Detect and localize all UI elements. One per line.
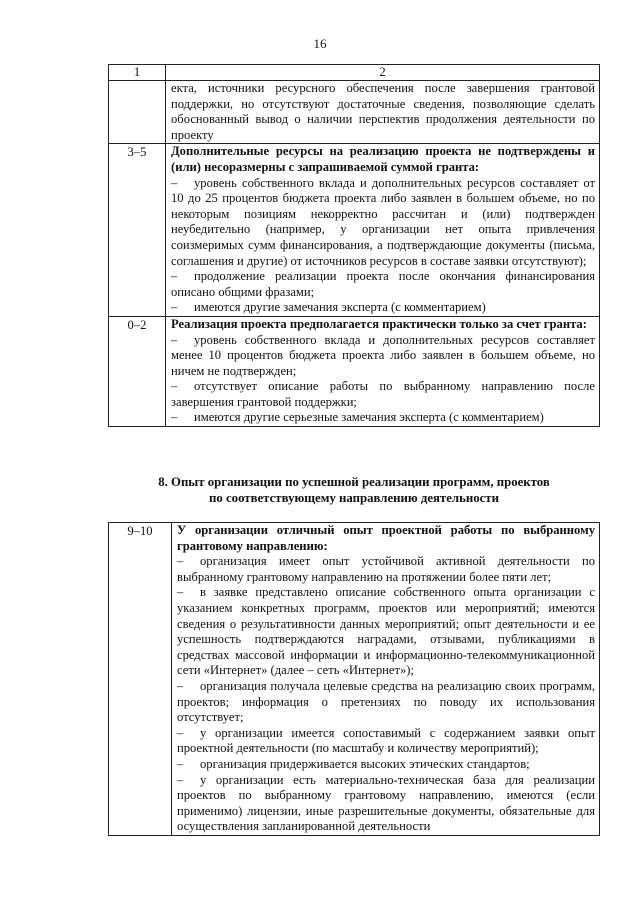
column-header-score: 1 bbox=[109, 65, 166, 81]
score-cell: 0–2 bbox=[109, 316, 166, 426]
item-text: организация имеет опыт устойчивой активной деятельности по выбранному грантовому направлению на протяжении более пяти лет; bbox=[177, 554, 595, 584]
criterion-bullet-item bbox=[171, 176, 595, 270]
criterion-bullet-item bbox=[177, 757, 595, 773]
page-number: 16 bbox=[313, 36, 327, 51]
column-header-description: 2 bbox=[166, 65, 600, 81]
criterion-bullet-item bbox=[171, 410, 595, 426]
table-header-row bbox=[109, 65, 600, 81]
criterion-heading: Дополнительные ресурсы на реализацию проекта не подтверждены и (или) несоразмерны с запрашиваемой суммой гранта: bbox=[171, 144, 595, 174]
item-text: у организации есть материально-техническая база для реализации проектов по выбранному грантовому направлению, имеются (если применимо) лицензии, иные разрешительные документы, обязательные для осуществления запланированной деятельности bbox=[177, 772, 595, 834]
description-cell bbox=[172, 523, 600, 836]
item-text: организация придерживается высоких этических стандартов; bbox=[200, 756, 530, 771]
item-text: отсутствует описание работы по выбранному направлению после завершения грантовой поддержки; bbox=[171, 379, 595, 409]
description-cell bbox=[166, 81, 600, 144]
dash-bullet-icon: – bbox=[177, 554, 184, 569]
item-text: уровень собственного вклада и дополнительных ресурсов составляет от 10 до 25 процентов бюджета проекта либо заявлен в большем объеме, но по некоторым позициям некорректно рассчитан и (или) подтвержден неубедительно (например, у организации нет опыта привлечения соизмеримых сумм финансирования, а подтверждающие документы (письма, соглашения и другие) от источников ресурсов в составе заявки отсутствуют); bbox=[171, 175, 595, 268]
criterion-bullet-item bbox=[177, 726, 595, 757]
dash-bullet-icon: – bbox=[177, 678, 184, 693]
description-cell bbox=[166, 316, 600, 426]
dash-bullet-icon: – bbox=[171, 332, 178, 347]
criterion-bullet-item bbox=[177, 554, 595, 585]
dash-bullet-icon: – bbox=[171, 175, 178, 190]
section-8-title-line-2: по соответствующему направлению деятельности bbox=[209, 491, 499, 505]
dash-bullet-icon: – bbox=[177, 756, 184, 771]
criterion-bullet-item bbox=[177, 585, 595, 679]
criterion-bullet-item bbox=[171, 269, 595, 300]
item-text: имеются другие серьезные замечания эксперта (с комментарием) bbox=[194, 410, 544, 425]
continued-text bbox=[171, 81, 595, 143]
item-text: уровень собственного вклада и дополнительных ресурсов составляет менее 10 процентов бюджета проекта либо заявлен в большем объеме, но ничем не подтвержден; bbox=[171, 332, 595, 378]
score-cell bbox=[109, 81, 166, 144]
score-cell: 9–10 bbox=[109, 523, 172, 836]
table-row bbox=[109, 144, 600, 317]
item-text: екта, источники ресурсного обеспечения после завершения грантовой поддержки, но отсутствуют достаточные сведения, позволяющие сделать обоснованный вывод о наличии перспектив продолжения деятельности по проекту bbox=[171, 81, 595, 142]
criterion-bullet-item bbox=[177, 773, 595, 835]
criterion-heading: Реализация проекта предполагается практически только за счет гранта: bbox=[171, 316, 587, 331]
section-8-title bbox=[108, 474, 600, 506]
dash-bullet-icon: – bbox=[171, 300, 178, 315]
dash-bullet-icon: – bbox=[171, 379, 178, 394]
table-row bbox=[109, 316, 600, 426]
table-row bbox=[109, 81, 600, 144]
section-8-title-line-1: 8. Опыт организации по успешной реализации программ, проектов bbox=[158, 475, 550, 489]
criteria-table-upper bbox=[108, 64, 600, 427]
criterion-bullet-item bbox=[177, 679, 595, 726]
score-cell: 3–5 bbox=[109, 144, 166, 317]
item-text: продолжение реализации проекта после окончания финансирования описано общими фразами; bbox=[171, 269, 595, 299]
item-text: имеются другие замечания эксперта (с комментарием) bbox=[194, 300, 486, 315]
criteria-table-lower bbox=[108, 522, 600, 836]
criterion-bullet-item bbox=[171, 300, 595, 316]
criterion-bullet-item bbox=[171, 379, 595, 410]
item-text: у организации имеется сопоставимый с содержанием заявки опыт проектной деятельности (по масштабу и количеству мероприятий); bbox=[177, 725, 595, 756]
dash-bullet-icon: – bbox=[177, 585, 184, 600]
table-row bbox=[109, 523, 600, 836]
item-text: в заявке представлено описание собственного опыта организации с указанием конкретных программ, проектов или мероприятий; имеются сведения о результативности данных мероприятий; опыт деятельности и ее успешность подтверждаются наградами, отзывами, публикациями в средствах массовой информации и информационно-телекоммуникационной сети «Интернет» (далее – сеть «Интернет»); bbox=[177, 585, 595, 678]
dash-bullet-icon: – bbox=[177, 772, 184, 787]
dash-bullet-icon: – bbox=[177, 725, 184, 740]
criterion-heading: У организации отличный опыт проектной работы по выбранному грантовому направлению: bbox=[177, 523, 595, 553]
dash-bullet-icon: – bbox=[171, 410, 178, 425]
dash-bullet-icon: – bbox=[171, 269, 178, 284]
item-text: организация получала целевые средства на реализацию своих программ, проектов; информация о претензиях по поводу их использования отсутствует; bbox=[177, 678, 595, 725]
criterion-bullet-item bbox=[171, 333, 595, 380]
description-cell bbox=[166, 144, 600, 317]
